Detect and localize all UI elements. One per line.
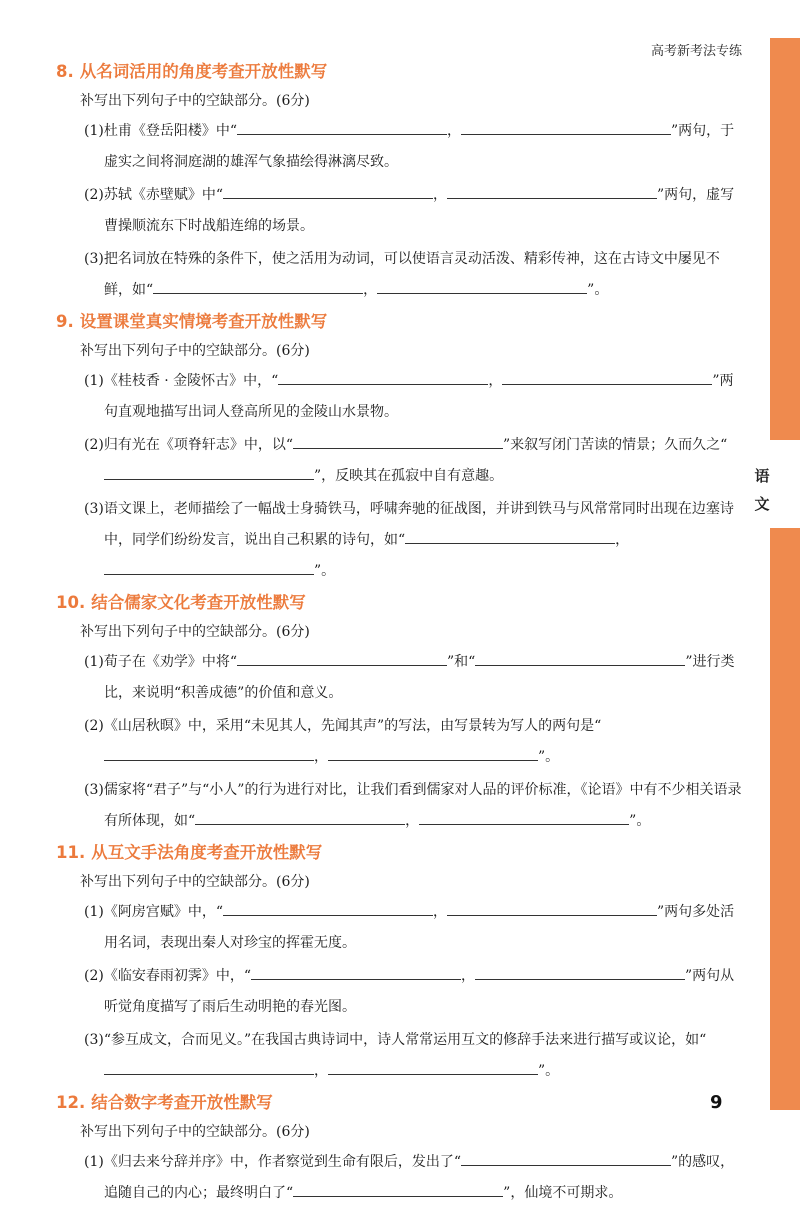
question-instruction: 补写出下列句子中的空缺部分。(6分) — [80, 343, 310, 359]
question-number: 11. — [56, 843, 86, 862]
sub-question: (3)儒家将“君子”与“小人”的行为进行对比，让我们看到儒家对人品的评价标准，《论语》中有不少相关语录有所体现，如“ ， ”。 — [84, 782, 742, 829]
question-title — [56, 1089, 746, 1117]
question-list — [56, 58, 746, 1211]
answer-blank[interactable] — [447, 183, 657, 199]
answer-blank[interactable] — [223, 183, 433, 199]
question-title-text: 从互文手法角度考查开放性默写 — [91, 843, 323, 862]
answer-blank[interactable] — [461, 119, 671, 135]
answer-blank[interactable] — [104, 464, 314, 480]
sub-question: (3)把名词放在特殊的条件下，使之活用为动词，可以使语言灵动活泼、精彩传神，这在古诗文中屡见不鲜，如“ ， ”。 — [84, 251, 720, 298]
answer-blank[interactable] — [447, 900, 657, 916]
answer-blank[interactable] — [293, 1181, 503, 1197]
answer-blank[interactable] — [278, 369, 488, 385]
sub-question: (1)《阿房宫赋》中，“ ， ”两句多处活用名词，表现出秦人对珍宝的挥霍无度。 — [56, 897, 746, 959]
answer-blank[interactable] — [237, 119, 447, 135]
side-accent-bar-bottom — [770, 528, 800, 1110]
sub-question: (2)苏轼《赤壁赋》中“ ， ”两句，虚写曹操顺流东下时战船连绵的场景。 — [56, 180, 746, 242]
answer-blank[interactable] — [223, 900, 433, 916]
question-instruction: 补写出下列句子中的空缺部分。(6分) — [80, 1124, 310, 1140]
answer-blank[interactable] — [104, 1059, 314, 1075]
question-instruction: 补写出下列句子中的空缺部分。(6分) — [80, 624, 310, 640]
sub-question: (1)荀子在《劝学》中将“ ”和“ ”进行类比，来说明“积善成德”的价值和意义。 — [56, 647, 746, 709]
question-title — [56, 308, 746, 336]
question-title-text: 结合儒家文化考查开放性默写 — [91, 593, 306, 612]
answer-blank[interactable] — [419, 809, 629, 825]
sub-question: (2)《山居秋暝》中，采用“未见其人，先闻其声”的写法，由写景转为写人的两句是“， ”。 — [84, 718, 602, 765]
question-9 — [56, 308, 746, 587]
question-number: 8. — [56, 62, 74, 81]
answer-blank[interactable] — [104, 559, 314, 575]
sub-question: (1)杜甫《登岳阳楼》中“ ， ”两句，于虚实之间将洞庭湖的雄浑气象描绘得淋漓尽致。 — [56, 116, 746, 178]
question-instruction: 补写出下列句子中的空缺部分。(6分) — [80, 93, 310, 109]
sub-question: (3)语文课上，老师描绘了一幅战士身骑铁马，呼啸奔驰的征战图，并讲到铁马与风常常同时出现在边塞诗中，同学们纷纷发言，说出自己积累的诗句，如“ ，”。 — [84, 501, 734, 579]
question-number: 12. — [56, 1093, 86, 1112]
question-title-text: 结合数字考查开放性默写 — [91, 1093, 273, 1112]
question-title — [56, 589, 746, 617]
sub-question: (1)《归去来兮辞并序》中，作者察觉到生命有限后，发出了“ ”的感叹，追随自己的内心；最终明白了“ ”，仙境不可期求。 — [56, 1147, 746, 1209]
sub-question: (2)《临安春雨初霁》中，“ ， ”两句从听觉角度描写了雨后生动明艳的春光图。 — [56, 961, 746, 1023]
answer-blank[interactable] — [237, 650, 447, 666]
answer-blank[interactable] — [195, 809, 405, 825]
question-11 — [56, 839, 746, 1087]
answer-blank[interactable] — [293, 433, 503, 449]
question-title — [56, 58, 746, 86]
question-title — [56, 839, 746, 867]
answer-blank[interactable] — [104, 745, 314, 761]
question-instruction: 补写出下列句子中的空缺部分。(6分) — [80, 874, 310, 890]
answer-blank[interactable] — [461, 1150, 671, 1166]
side-accent-bar-top — [770, 38, 800, 440]
sub-question: (2)归有光在《项脊轩志》中，以“ ”来叙写闭门苦读的情景；久而久之“”，反映其在孤寂中自有意趣。 — [56, 430, 746, 492]
answer-blank[interactable] — [502, 369, 712, 385]
question-8 — [56, 58, 746, 306]
question-title-text: 从名词活用的角度考查开放性默写 — [79, 62, 328, 81]
question-title-text: 设置课堂真实情境考查开放性默写 — [79, 312, 328, 331]
header-label: 高考新考法专练 — [650, 44, 742, 59]
answer-blank[interactable] — [251, 964, 461, 980]
question-10 — [56, 589, 746, 837]
sub-question: (3)“参互成文，合而见义。”在我国古典诗词中，诗人常常运用互文的修辞手法来进行描写或议论，如“， ”。 — [84, 1032, 707, 1079]
answer-blank[interactable] — [377, 278, 587, 294]
question-12 — [56, 1089, 746, 1209]
page-number: 9 — [710, 1092, 723, 1113]
answer-blank[interactable] — [328, 745, 538, 761]
answer-blank[interactable] — [475, 964, 685, 980]
answer-blank[interactable] — [153, 278, 363, 294]
answer-blank[interactable] — [328, 1059, 538, 1075]
question-number: 10. — [56, 593, 86, 612]
answer-blank[interactable] — [405, 528, 615, 544]
question-number: 9. — [56, 312, 74, 331]
answer-blank[interactable] — [475, 650, 685, 666]
sub-question: (1)《桂枝香 · 金陵怀古》中，“ ， ”两句直观地描写出词人登高所见的金陵山水景物。 — [56, 366, 746, 428]
side-subject-label: 语文 — [754, 467, 770, 513]
